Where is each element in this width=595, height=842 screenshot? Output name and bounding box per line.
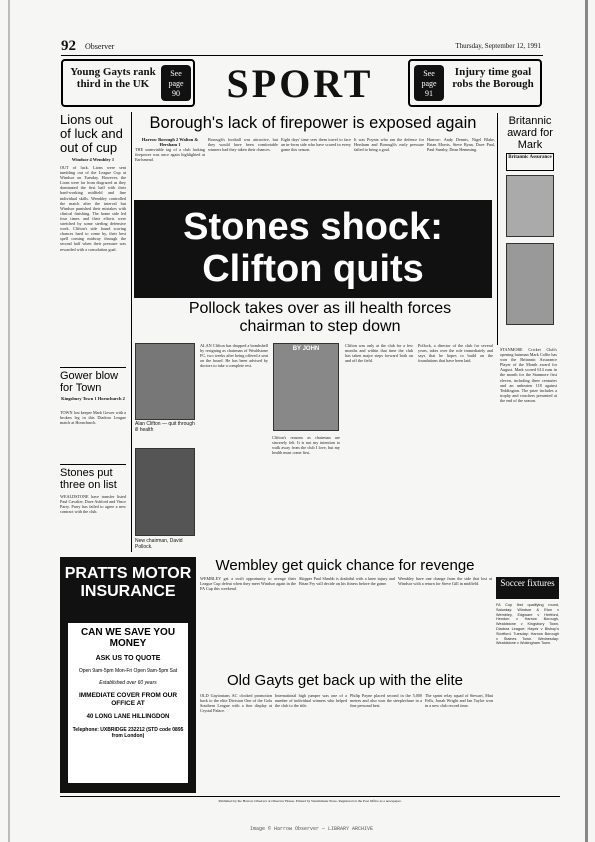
soccer-fixtures-header: Soccer fixtures [496,577,559,599]
stones-shock-headline: Stones shock: Clifton quits [183,206,443,290]
stones-puts-headline: Stones put three on list [60,467,117,491]
clifton-caption: Alan Clifton — quit through ill health [135,421,195,433]
scan-edge-right [585,0,588,842]
gayts-body-1: OLD Gaytonians AC clocked promotion back to the elite Division One of the Gola Southern League with a fine display at Crystal Palace. [200,693,272,714]
header-rule [61,55,543,56]
pollock-caption: New chairman, David Pollock. [135,538,183,550]
lions-byline: Windsor 4 Wembley 1 [71,157,115,162]
stones-body-4: Pollock, a director of the club for several years, takes over the role immediately and says that he hopes to build on the foundations that have been laid. [418,343,493,364]
page-header [61,40,541,54]
left-teaser[interactable] [61,59,195,107]
page-label: page [168,79,184,88]
page-number: 92 [61,38,76,54]
see-label: See [170,69,182,78]
imprint: Published by the Harrow Observer at Observer House. Printed by Westminster Press. Registered at the Post Office as a newspaper. [218,799,402,803]
column-author-label: BY JOHN [292,346,320,352]
scan-edge-left [8,0,10,842]
gayts-body-4: The sprint relay squad of Stewart, Matt Fells, Jonah Wright and Ian Taylor won in a new club record time. [425,693,493,709]
alan-clifton-photo [135,343,195,420]
borough-body-5: Harrow: Andy Dennis, Nigel Blake, Brian Morris, Steve Ryan, Dave Paul, Paul Sansby, Dean Hemming. [427,137,495,153]
stones-body-1: ALAN Clifton has dropped a bombshell by resigning as chairman of Wealdstone FC, two weeks after being offered a seat on the board. He has been advised by doctors to take a complete rest. [200,343,268,369]
page-num: 90 [172,89,180,98]
gayts-body-3: Philip Payne placed second in the 5,000 metres and also won the steeplechase in a fine personal best. [350,693,422,709]
lions-headline: Lions out of luck and out of cup [60,112,123,155]
page-num: 91 [425,89,433,98]
footer-rule [60,796,560,797]
divider [60,464,126,465]
stones-puts-body: WEALDSTONE have transfer listed Paul Cavalier, Dave Ashford and Vince Parry. Parry has failed to agree a new contract with the club. [60,494,126,515]
divider [60,367,126,368]
stones-body-3: Clifton was only at the club for a few months and within that time the club has taken major steps forward both on and off the field. [345,343,413,364]
wembley-headline: Wembley get quick chance for revenge [215,557,475,574]
section-title: SPORT [226,61,374,106]
fixtures-body: FA Cup first qualifying round, Saturday: Windsor & Eton v Wembley, Edgware v Hertford, Hendon v Harrow Borough, Wealdstone v Kingsbury Town. Diadora League: Hayes v Bishop's Stortford. Tuesday: Harrow Borough v Staines Town. Wednesday: Wealdstone v Wokingham Town. [496,603,559,646]
column-author-photo [273,343,339,431]
borough-body-4: It was Poyntz who ran the defence for Hersham and Borough's early pressure failed to bring a goal. [354,137,424,153]
left-teaser-headline: Young Gayts rank third in the UK [70,66,156,90]
advert-hours: Open 9am-5pm Mon-Fri Open 9am-5pm Sat [78,668,178,674]
old-gayts-headline: Old Gayts get back up with the elite [227,672,463,689]
advert-quote: ASK US TO QUOTE [95,655,161,662]
britannic-award-box [497,113,557,345]
pollock-photo [135,448,195,536]
borough-headline: Borough's lack of firepower is exposed again [149,114,477,132]
stones-subheadline: Pollock takes over as ill health forces chairman to step down [188,300,452,335]
column-rule [131,112,132,552]
britannic-headline: Britannic award for Mark [507,115,553,151]
stones-shock-banner [134,200,492,298]
right-see-page [414,65,444,101]
page-label: page [421,79,437,88]
gower-score: Kingsbury Town 1 Hornchurch 2 [61,396,125,401]
gower-headline: Gower blow for Town [60,370,119,394]
right-teaser-headline: Injury time goal robs the Borough [452,66,534,90]
advert-title: PRATTS MOTOR INSURANCE [64,565,192,600]
borough-body-2: Borough's football was attractive, but they would have been comfortable winners had they taken their chances. [208,137,278,153]
left-see-page [161,65,191,101]
gayts-body-2: International high jumper was one of a number of individual winners who helped the club to the title. [275,693,347,709]
advert-established: Established over 60 years [99,680,157,686]
pratts-advert [60,557,196,793]
wembley-body-3: Wembley have one change from the side that lost at Windsor with a return for Steve Gill in midfield. [398,576,492,587]
advert-panel [68,623,188,783]
advert-cover: IMMEDIATE COVER FROM OUR OFFICE AT [78,692,178,707]
see-label: See [423,69,435,78]
advert-address: 40 LONG LANE HILLINGDON [86,714,170,720]
cricketer-photo [506,175,554,237]
wembley-body-2: Skipper Paul Shrubb is doubtful with a knee injury and Brian Fry will decide on his fitness before the game. [299,576,395,587]
advert-phone: Telephone: UXBRIDGE 232212 (STD code 0895 from London) [72,727,184,739]
issue-date: Thursday, September 12, 1991 [455,42,541,50]
britannic-body: STANMORE Cricket Club's opening batsman Mark Collie has won the Britannic Assurance Player of the Month award for August. Mark scored 614 runs in the month for the Stanmore first eleven, including three centuries and an unbeaten 118 against Teddington. The prize includes a trophy and vouchers presented at the end of the season. [500,347,557,403]
stones-body-2: Clifton's reasons as chairman are sincerely felt. It is not my intention to walk away from the club I love, but my health must come first. [272,435,340,456]
borough-body-1: THE unenviable tag of a club lacking firepower was once again highlighted at Earlsmead. [135,147,205,163]
borough-score: Harrow Borough 2 Walton & Hersham 1 [141,137,199,147]
mark-photo [506,243,554,325]
wembley-body-1: WEMBLEY get a swift opportunity to avenge their League Cup defeat when they meet Windsor again in the FA Cup this weekend. [200,576,296,592]
masthead-name: Observer [85,42,115,51]
borough-body-3: Eight days' time sees them travel to face an in-form side who have scored in every game this season. [281,137,351,153]
scan-stamp: Image © Harrow Observer — LIBRARY ARCHIVE [250,826,374,832]
advert-slogan: CAN WE SAVE YOU MONEY [80,627,176,649]
gower-body: TOWN lost keeper Mark Gower with a broken leg in this Diadora League match at Hornchurch. [60,410,126,426]
britannic-logo: Britannic Assurance [506,153,554,171]
lions-body: OUT of luck. Lions were sent tumbling out of the League Cup at Windsor on Tuesday. However, the Lions were far from disgraced as they dominated the first half with their hard-working midfield and fine individual skills. Wembley controlled the match after the interval but Windsor punished their mistakes with clinical finishing. The home side led four times and their efforts were stretched by some sterling defensive work. Clifton's side found scoring chances hard to come by, their best spell coming midway through the second half when their pressure was rewarded with a consolation goal. [60,165,126,252]
right-teaser[interactable] [408,59,542,107]
